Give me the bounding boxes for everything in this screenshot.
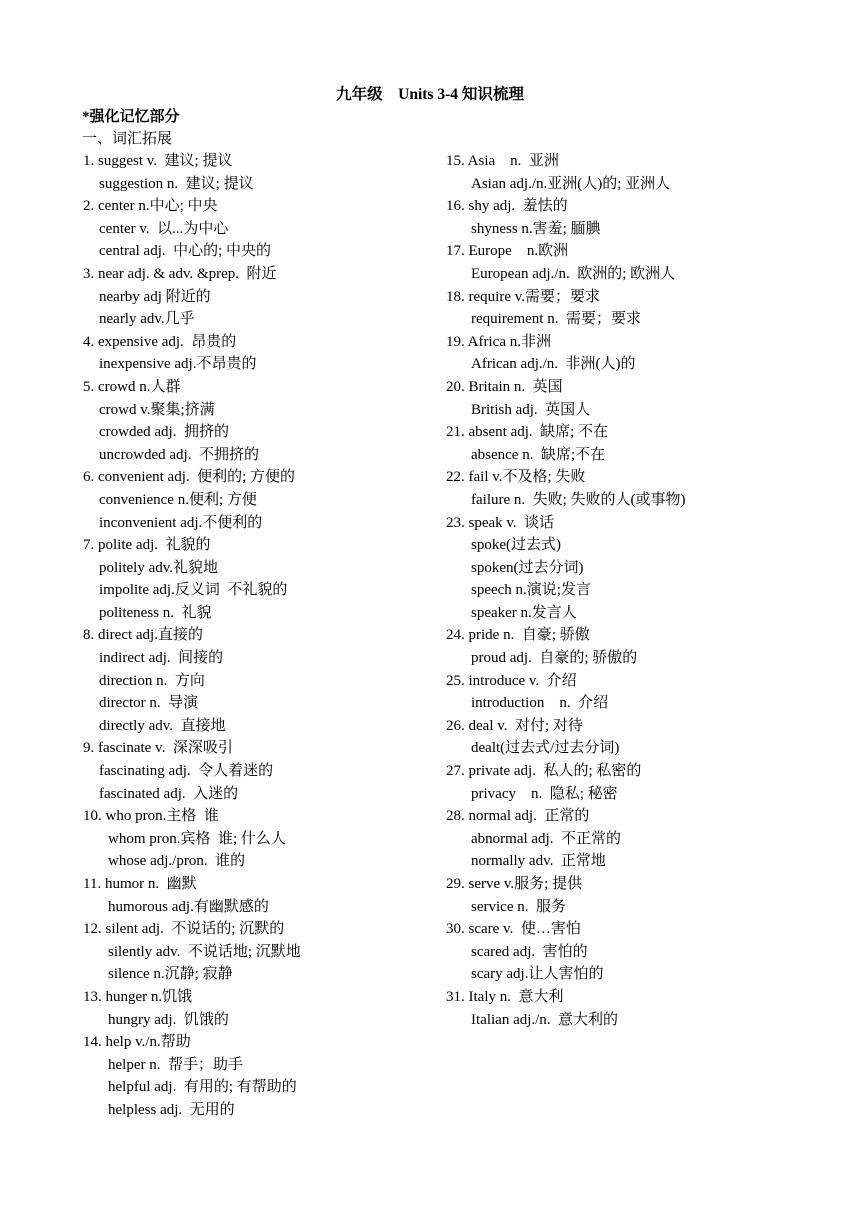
vocab-derivative: central adj. 中心的; 中央的 <box>99 243 272 260</box>
vocab-entry: 2. center n.中心; 中央 <box>83 198 218 215</box>
vocab-entry: 29. serve v.服务; 提供 <box>446 876 583 892</box>
vocab-derivative: speaker n.发言人 <box>471 604 577 621</box>
vocab-entry: 14. help v./n.帮助 <box>83 1034 191 1051</box>
vocab-entry: 5. crowd n.人群 <box>83 378 181 395</box>
vocab-derivative: normally adv. 正常地 <box>471 853 606 870</box>
vocab-derivative: silently adv. 不说话地; 沉默地 <box>108 943 301 960</box>
vocab-entry: 4. expensive adj. 昂贵的 <box>83 333 237 350</box>
vocab-derivative: direction n. 方向 <box>99 672 205 689</box>
vocab-derivative: suggestion n. 建议; 提议 <box>99 175 254 192</box>
vocab-derivative: politely adv.礼貌地 <box>99 559 219 576</box>
vocab-derivative: shyness n.害羞; 腼腆 <box>471 220 601 237</box>
vocab-entry: 3. near adj. & adv. &prep. 附近 <box>83 265 277 282</box>
vocab-entry: 25. introduce v. 介绍 <box>446 672 577 689</box>
vocabulary-right-column <box>446 150 846 1031</box>
vocabulary-left-column <box>83 150 428 1122</box>
vocab-derivative: proud adj. 自豪的; 骄傲的 <box>471 650 638 667</box>
vocab-entry: 22. fail v.不及格; 失败 <box>446 469 586 486</box>
vocab-entry: 18. require v.需要；要求 <box>446 288 600 305</box>
vocab-entry: 19. Africa n.非洲 <box>446 333 551 350</box>
vocab-derivative: center v. 以...为中心 <box>99 220 229 237</box>
vocab-derivative: failure n. 失败; 失败的人(或事物) <box>471 491 686 508</box>
vocab-entry: 1. suggest v. 建议; 提议 <box>83 153 233 169</box>
vocab-entry: 13. hunger n.饥饿 <box>83 988 193 1005</box>
vocab-entry: 21. absent adj. 缺席; 不在 <box>446 424 609 441</box>
vocab-derivative: humorous adj.有幽默感的 <box>108 898 269 915</box>
vocab-entry: 6. convenient adj. 便利的; 方便的 <box>83 469 296 486</box>
vocab-derivative: Asian adj./n.亚洲(人)的; 亚洲人 <box>471 175 671 192</box>
vocab-entry: 28. normal adj. 正常的 <box>446 808 590 825</box>
vocab-derivative: scared adj. 害怕的 <box>471 943 588 960</box>
page-title: 九年级 Units 3-4 知识梳理 <box>336 86 524 103</box>
vocab-derivative: directly adv. 直接地 <box>99 717 226 734</box>
vocab-entry: 10. who pron.主格 谁 <box>83 808 219 825</box>
vocab-derivative: nearly adv.几乎 <box>99 311 195 328</box>
vocab-derivative: silence n.沉静; 寂静 <box>108 966 233 983</box>
vocab-derivative: politeness n. 礼貌 <box>99 604 212 621</box>
vocab-derivative: spoken(过去分词) <box>471 559 584 576</box>
vocab-derivative: hungry adj. 饥饿的 <box>108 1011 229 1028</box>
vocab-entry: 17. Europe n.欧洲 <box>446 243 569 260</box>
vocab-derivative: crowded adj. 拥挤的 <box>99 424 229 441</box>
vocab-derivative: British adj. 英国人 <box>471 401 591 418</box>
vocab-derivative: introduction n. 介绍 <box>471 695 609 712</box>
vocab-derivative: helpful adj. 有用的; 有帮助的 <box>108 1079 297 1096</box>
vocab-entry: 31. Italy n. 意大利 <box>446 988 564 1005</box>
vocab-derivative: whose adj./pron. 谁的 <box>108 853 246 870</box>
vocab-derivative: impolite adj.反义词 不礼貌的 <box>99 582 288 599</box>
vocab-derivative: helper n. 帮手；助手 <box>108 1056 243 1073</box>
vocab-derivative: Italian adj./n. 意大利的 <box>471 1011 619 1028</box>
vocab-entry: 26. deal v. 对付; 对待 <box>446 717 583 734</box>
vocab-derivative: African adj./n. 非洲(人)的 <box>471 356 636 373</box>
vocab-derivative: crowd v.聚集;挤满 <box>99 401 215 418</box>
vocab-derivative: scary adj.让人害怕的 <box>471 966 604 983</box>
vocab-derivative: fascinated adj. 入迷的 <box>99 785 239 802</box>
vocab-derivative: fascinating adj. 令人着迷的 <box>99 763 274 780</box>
vocab-entry: 8. direct adj.直接的 <box>83 627 203 644</box>
vocab-entry: 20. Britain n. 英国 <box>446 378 563 395</box>
section-heading: *强化记忆部分 <box>82 109 180 125</box>
vocab-derivative: privacy n. 隐私; 秘密 <box>471 785 618 802</box>
vocab-derivative: speech n.演说;发言 <box>471 582 591 599</box>
vocab-derivative: inexpensive adj.不昂贵的 <box>99 356 257 373</box>
vocab-entry: 9. fascinate v. 深深吸引 <box>83 740 233 757</box>
vocab-derivative: spoke(过去式) <box>471 537 561 554</box>
vocab-derivative: dealt(过去式/过去分词) <box>471 740 620 757</box>
vocab-derivative: abnormal adj. 不正常的 <box>471 830 621 847</box>
vocab-entry: 23. speak v. 谈话 <box>446 514 555 531</box>
vocab-entry: 16. shy adj. 羞怯的 <box>446 198 568 215</box>
vocab-entry: 30. scare v. 使…害怕 <box>446 921 581 938</box>
vocab-derivative: service n. 服务 <box>471 898 566 915</box>
vocab-derivative: absence n. 缺席;不在 <box>471 446 606 463</box>
vocab-derivative: whom pron.宾格 谁; 什么人 <box>108 830 286 847</box>
vocab-derivative: nearby adj 附近的 <box>99 288 211 305</box>
vocab-derivative: director n. 导演 <box>99 695 199 712</box>
vocab-derivative: indirect adj. 间接的 <box>99 650 224 667</box>
vocab-derivative: requirement n. 需要；要求 <box>471 311 641 328</box>
vocab-entry: 11. humor n. 幽默 <box>83 876 197 892</box>
subsection-heading: 一、词汇拓展 <box>82 131 173 147</box>
vocab-entry: 27. private adj. 私人的; 私密的 <box>446 763 642 780</box>
vocab-derivative: uncrowded adj. 不拥挤的 <box>99 446 259 463</box>
vocab-derivative: European adj./n. 欧洲的; 欧洲人 <box>471 265 676 282</box>
vocab-entry: 15. Asia n. 亚洲 <box>446 153 559 169</box>
vocab-derivative: inconvenient adj.不便利的 <box>99 514 263 531</box>
vocab-derivative: helpless adj. 无用的 <box>108 1101 235 1118</box>
vocab-entry: 24. pride n. 自豪; 骄傲 <box>446 627 590 644</box>
vocab-entry: 7. polite adj. 礼貌的 <box>83 537 211 554</box>
vocab-derivative: convenience n.便利; 方便 <box>99 491 257 508</box>
vocab-entry: 12. silent adj. 不说话的; 沉默的 <box>83 921 285 938</box>
